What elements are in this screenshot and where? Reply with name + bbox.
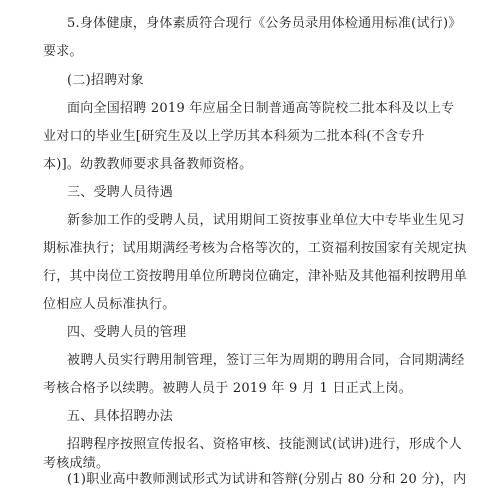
text-line: 招聘程序按照宣传报名、资格审核、技能测试(试讲)进行，形成个人 [67,437,462,452]
text-line: 考核合格予以续聘。被聘人员于 2019 年 9 月 1 日正式上岗。 [43,381,412,396]
text-line: 本)]。幼教教师要求具备教师资格。 [43,157,253,172]
text-line: 新参加工作的受聘人员，试用期间工资按事业单位大中专毕业生见习 [67,213,465,228]
text-line: 位相应人员标准执行。 [43,297,176,312]
section-subheading: (二)招聘对象 [67,73,144,88]
text-line: 行，其中岗位工资按聘用单位所聘岗位确定，津补贴及其他福利按聘用单 [43,269,468,284]
text-line: 被聘人员实行聘用制管理，签订三年为周期的聘用合同，合同期满经 [67,353,465,368]
text-line: 期标准执行；试用期满经考核为合格等次的，工资福利按国家有关规定执 [43,241,468,256]
section-heading: 五、具体招聘办法 [67,409,174,424]
section-heading: 三、受聘人员待遇 [67,185,174,200]
text-line: 要求。 [43,44,83,59]
text-line: 考核成绩。 [43,456,110,471]
section-heading: 四、受聘人员的管理 [67,325,187,340]
text-line: (1)职业高中教师测试形式为试讲和答辩(分别占 80 分和 20 分)，内 [67,472,467,487]
text-line: 业对口的毕业生[研究生及以上学历其本科须为二批本科(不含专升 [43,129,425,144]
text-line: 面向全国招聘 2019 年应届全日制普通高等院校二批本科及以上专 [67,101,455,116]
text-line: 5.身体健康，身体素质符合现行《公务员录用体检通用标准(试行)》 [67,16,462,31]
